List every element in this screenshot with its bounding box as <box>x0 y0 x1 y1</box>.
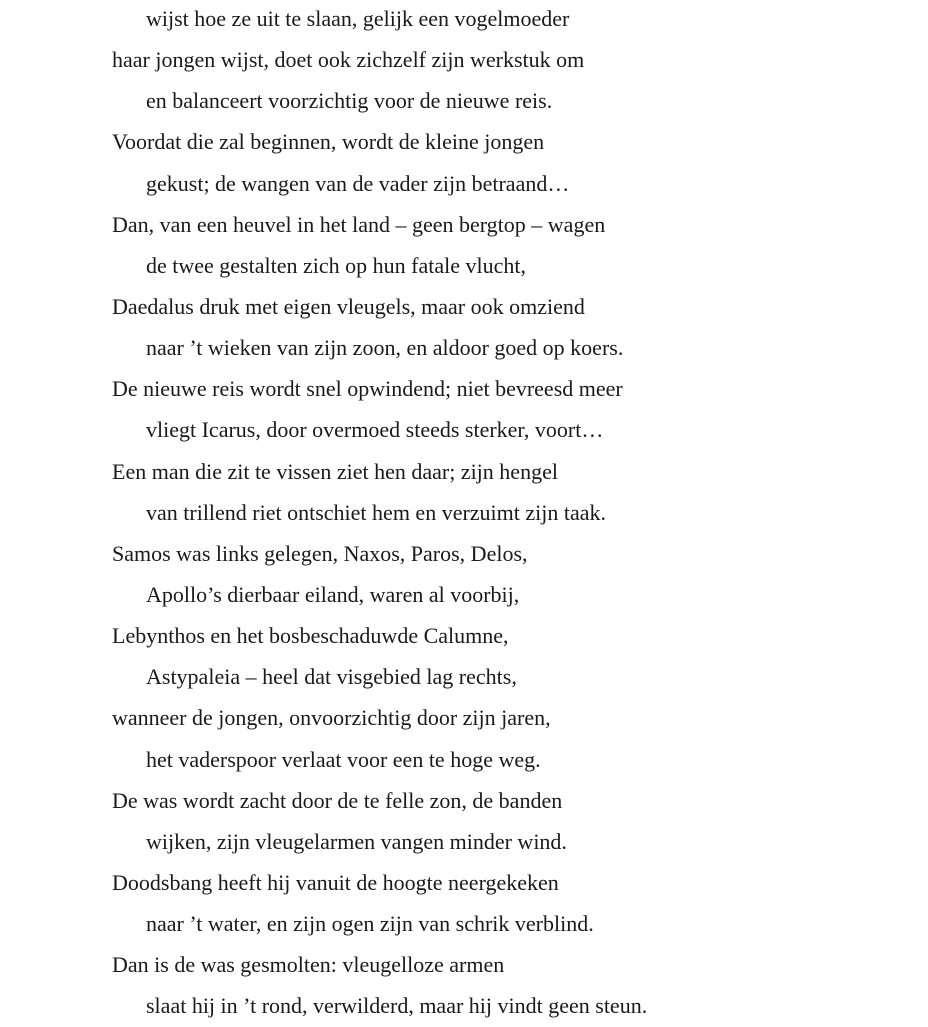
poem-line: Apollo’s dierbaar eiland, waren al voorbij, <box>146 581 520 607</box>
poem-line: van trillend riet ontschiet hem en verzuimt zijn taak. <box>146 499 607 525</box>
poem-line: naar ’t water, en zijn ogen zijn van schrik verblind. <box>146 911 594 937</box>
poem-line: vliegt Icarus, door overmoed steeds sterker, voort… <box>146 417 604 443</box>
poem-text <box>112 0 892 1027</box>
poem-line: wanneer de jongen, onvoorzichtig door zijn jaren, <box>112 705 551 731</box>
poem-line: de twee gestalten zich op hun fatale vlucht, <box>146 252 526 278</box>
poem-line: gekust; de wangen van de vader zijn betraand… <box>146 170 570 196</box>
poem-line: De was wordt zacht door de te felle zon, de banden <box>112 787 563 813</box>
poem-line: Voordat die zal beginnen, wordt de kleine jongen <box>112 129 545 155</box>
poem-line: naar ’t wieken van zijn zoon, en aldoor goed op koers. <box>146 335 624 361</box>
poem-line: Doodsbang heeft hij vanuit de hoogte neergekeken <box>112 869 559 895</box>
poem-line: Dan is de was gesmolten: vleugelloze armen <box>112 952 505 978</box>
poem-line: De nieuwe reis wordt snel opwindend; niet bevreesd meer <box>112 376 623 402</box>
poem-line: Dan, van een heuvel in het land – geen bergtop – wagen <box>112 211 606 237</box>
poem-line: haar jongen wijst, doet ook zichzelf zijn werkstuk om <box>112 47 585 73</box>
poem-line: het vaderspoor verlaat voor een te hoge weg. <box>146 746 541 772</box>
poem-line: Astypaleia – heel dat visgebied lag rechts, <box>146 664 517 690</box>
poem-line: slaat hij in ’t rond, verwilderd, maar hij vindt geen steun. <box>146 993 648 1019</box>
poem-line: Lebynthos en het bosbeschaduwde Calumne, <box>112 623 509 649</box>
poem-line: Samos was links gelegen, Naxos, Paros, Delos, <box>112 540 528 566</box>
poem-line: Daedalus druk met eigen vleugels, maar ook omziend <box>112 293 585 319</box>
poem-line: wijken, zijn vleugelarmen vangen minder wind. <box>146 828 567 854</box>
poem-line: wijst hoe ze uit te slaan, gelijk een vogelmoeder <box>146 6 570 31</box>
poem-line: Een man die zit te vissen ziet hen daar; zijn hengel <box>112 458 558 484</box>
poem-line: en balanceert voorzichtig voor de nieuwe reis. <box>146 88 553 114</box>
